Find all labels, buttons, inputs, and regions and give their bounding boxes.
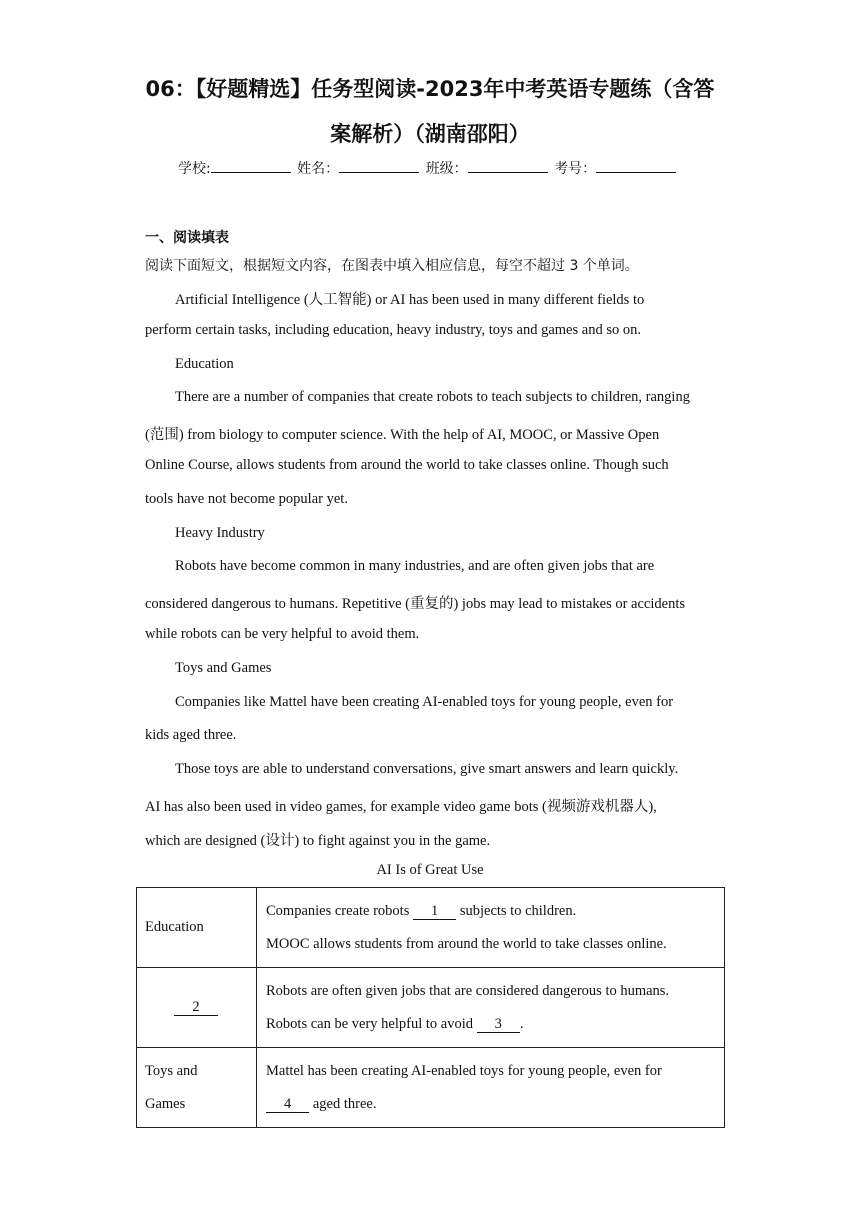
class-blank[interactable]	[468, 158, 548, 173]
row-category	[137, 968, 257, 1048]
row-content	[257, 1048, 725, 1128]
school-label: 学校:	[178, 161, 211, 177]
row-content	[257, 968, 725, 1048]
row-line	[266, 1008, 723, 1041]
row-line	[266, 928, 723, 961]
section-instruction: 阅读下面短文，根据短文内容，在图表中填入相应信息，每空不超过 3 个单词。	[145, 258, 639, 274]
passage-line: Education	[175, 355, 234, 372]
line-text: Companies create robots	[266, 902, 413, 919]
category-line: Toys and	[145, 1062, 198, 1079]
passage-line: Heavy Industry	[175, 524, 265, 541]
passage-line: considered dangerous to humans. Repetitive (重复的) jobs may lead to mistakes or accidents	[145, 596, 685, 613]
passage-line: (范围) from biology to computer science. With the help of AI, MOOC, or Massive Open	[145, 427, 660, 444]
page-title-line-1: 06：【好题精选】任务型阅读-2023年中考英语专题练（含答	[145, 77, 715, 101]
school-blank[interactable]	[211, 158, 291, 173]
row-line	[266, 1055, 723, 1088]
name-blank[interactable]	[339, 158, 419, 173]
exam-number-blank[interactable]	[596, 158, 676, 173]
passage-line: perform certain tasks, including education, heavy industry, toys and games and so on.	[145, 321, 641, 338]
exam-number-label: 考号：	[554, 161, 597, 177]
table-row	[137, 888, 725, 968]
passage-line: Those toys are able to understand conversations, give smart answers and learn quickly.	[175, 761, 679, 778]
line-text: MOOC allows students from around the world to take classes online.	[266, 935, 667, 952]
passage-line: Online Course, allows students from around the world to take classes online. Though such	[145, 457, 669, 473]
passage-line: AI has also been used in video games, for example video game bots (视频游戏机器人),	[145, 799, 657, 815]
page-title-line-2: 案解析）（湖南邵阳）	[330, 122, 530, 146]
passage-line: Artificial Intelligence (人工智能) or AI has been used in many different fields to	[175, 292, 645, 308]
passage-line: kids aged three.	[145, 727, 237, 744]
line-text: aged three.	[309, 1095, 377, 1112]
line-text: .	[519, 1015, 524, 1032]
passage-line: Companies like Mattel have been creating AI-enabled toys for young people, even for	[175, 693, 674, 710]
answer-blank-3[interactable]: 3	[477, 1016, 520, 1033]
section-heading: 一、阅读填表	[145, 230, 229, 246]
line-text: Robots can be very helpful to avoid	[266, 1015, 477, 1032]
answer-blank-1[interactable]: 1	[413, 903, 456, 920]
row-content	[257, 888, 725, 968]
row-category: Education	[137, 888, 257, 968]
answer-blank-2[interactable]: 2	[174, 999, 217, 1016]
line-text: subjects to children.	[456, 902, 577, 919]
answer-blank-4[interactable]: 4	[266, 1096, 309, 1113]
table-caption: AI Is of Great Use	[376, 862, 484, 878]
row-line	[266, 975, 723, 1008]
row-line	[266, 1088, 723, 1121]
line-text: Robots are often given jobs that are considered dangerous to humans.	[266, 982, 670, 999]
passage-line: tools have not become popular yet.	[145, 490, 348, 507]
passage-line: while robots can be very helpful to avoid them.	[145, 626, 420, 642]
passage-line: which are designed (设计) to fight against you in the game.	[145, 832, 491, 849]
passage-line: There are a number of companies that create robots to teach subjects to children, ranging	[175, 389, 690, 406]
name-label: 姓名：	[297, 161, 340, 177]
table-row	[137, 968, 725, 1048]
class-label: 班级：	[425, 161, 468, 177]
student-info-row	[178, 158, 678, 178]
row-category	[137, 1048, 257, 1128]
passage-line: Toys and Games	[175, 659, 272, 676]
row-line	[266, 895, 723, 928]
line-text: Mattel has been creating AI-enabled toys for young people, even for	[266, 1062, 662, 1079]
category-line: Games	[145, 1095, 186, 1112]
passage-line: Robots have become common in many industries, and are often given jobs that are	[175, 558, 655, 575]
table-row	[137, 1048, 725, 1128]
fill-in-table	[136, 887, 725, 1128]
